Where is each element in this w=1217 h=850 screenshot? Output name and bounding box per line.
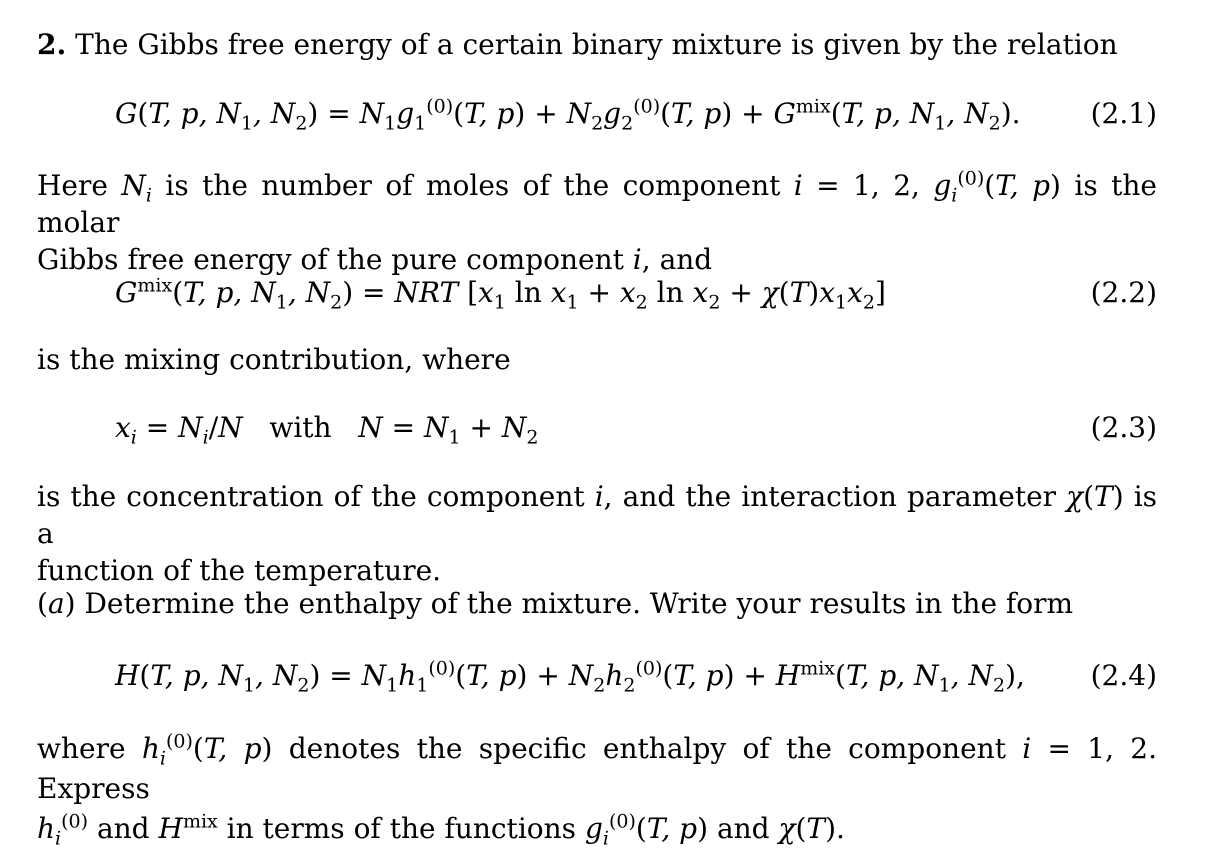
equation-2-4: [37, 654, 1157, 698]
where-a: where: [37, 732, 126, 765]
here-text-a: Here: [37, 169, 108, 202]
part-a-label: (a): [37, 587, 76, 620]
equation-2-3: [37, 406, 1157, 450]
equation-2-3-body: $x_i = N_i/N$ with $N = N_1 + N_2$: [115, 411, 539, 449]
equation-2-1: [37, 92, 1157, 136]
where-e: in terms of the functions: [226, 812, 577, 845]
intro-text: The Gibbs free energy of a certain binary mixture is given by the relation: [75, 28, 1118, 61]
here-text-b: is the number of moles of the component: [165, 169, 781, 202]
here-paragraph: Here $N_i$ is the number of moles of the component i = 1, 2, $g_i^{(0)}(T$, p) is the molar Gibbs free energy of the pure component i, and: [37, 167, 1157, 276]
equation-2-4-body: H(T, p, $N_1$, $N_2) = N_1h_1^{(0)}(T$, $p) + N_2h_2^{(0)}(T$, $p) + H^{mix}(T$, p, $N_1$, $N_2$),: [115, 657, 1025, 697]
equation-2-3-with: with: [269, 411, 332, 444]
where-paragraph: where $h_i^{(0)}(T$, p) denotes the specific enthalpy of the component i = 1, 2. Express $h_i^{(0)}$ and $H^{mix}$ in terms of the functions $g_i^{(0)}(T$, p) and χ(T).: [37, 730, 1158, 850]
where-f: and: [716, 812, 770, 845]
equation-2-2-body: $G^{mix}(T$, p, $N_1$, $N_2$) = NRT [$x_1$ $\ln x_1 + x_2$ $\ln x_2 + \chi(T)x_1x_2$]: [115, 274, 886, 314]
equation-2-1-number: (2.1): [1090, 97, 1157, 130]
equation-2-2-number: (2.2): [1090, 276, 1157, 309]
problem-number: 2.: [37, 28, 67, 61]
mixing-text: is the mixing contribution, where: [37, 343, 511, 376]
here-text-e: , and: [641, 243, 713, 276]
equation-2-3-number: (2.3): [1090, 411, 1157, 444]
where-d: and: [96, 812, 150, 845]
here-text-d: Gibbs free energy of the pure component: [37, 243, 624, 276]
conc-text-b: , and the interaction parameter: [603, 480, 1057, 513]
problem-intro: [37, 26, 1157, 63]
equation-2-4-number: (2.4): [1090, 659, 1157, 692]
part-a: [37, 585, 1157, 622]
conc-text-c: is a: [37, 480, 1158, 550]
where-c: Express: [37, 772, 150, 805]
conc-text-a: is the concentration of the component: [37, 480, 585, 513]
equation-2-1-body: G(T, p, $N_1$, $N_2) = N_1g_1^{(0)}(T$, $p) + N_2g_2^{(0)}(T$, $p) + G^{mix}(T$, p, $N_1$, $N_2$).: [115, 95, 1021, 135]
where-b: denotes the specific enthalpy of the component: [288, 732, 1006, 765]
part-a-text: Determine the enthalpy of the mixture. Write your results in the form: [84, 587, 1074, 620]
here-text-c: is the molar: [37, 169, 1157, 239]
conc-text-d: function of the temperature.: [37, 554, 442, 587]
concentration-paragraph: is the concentration of the component i, and the interaction parameter χ(T) is a function of the temperature.: [37, 480, 1158, 587]
equation-2-2: [37, 271, 1157, 315]
